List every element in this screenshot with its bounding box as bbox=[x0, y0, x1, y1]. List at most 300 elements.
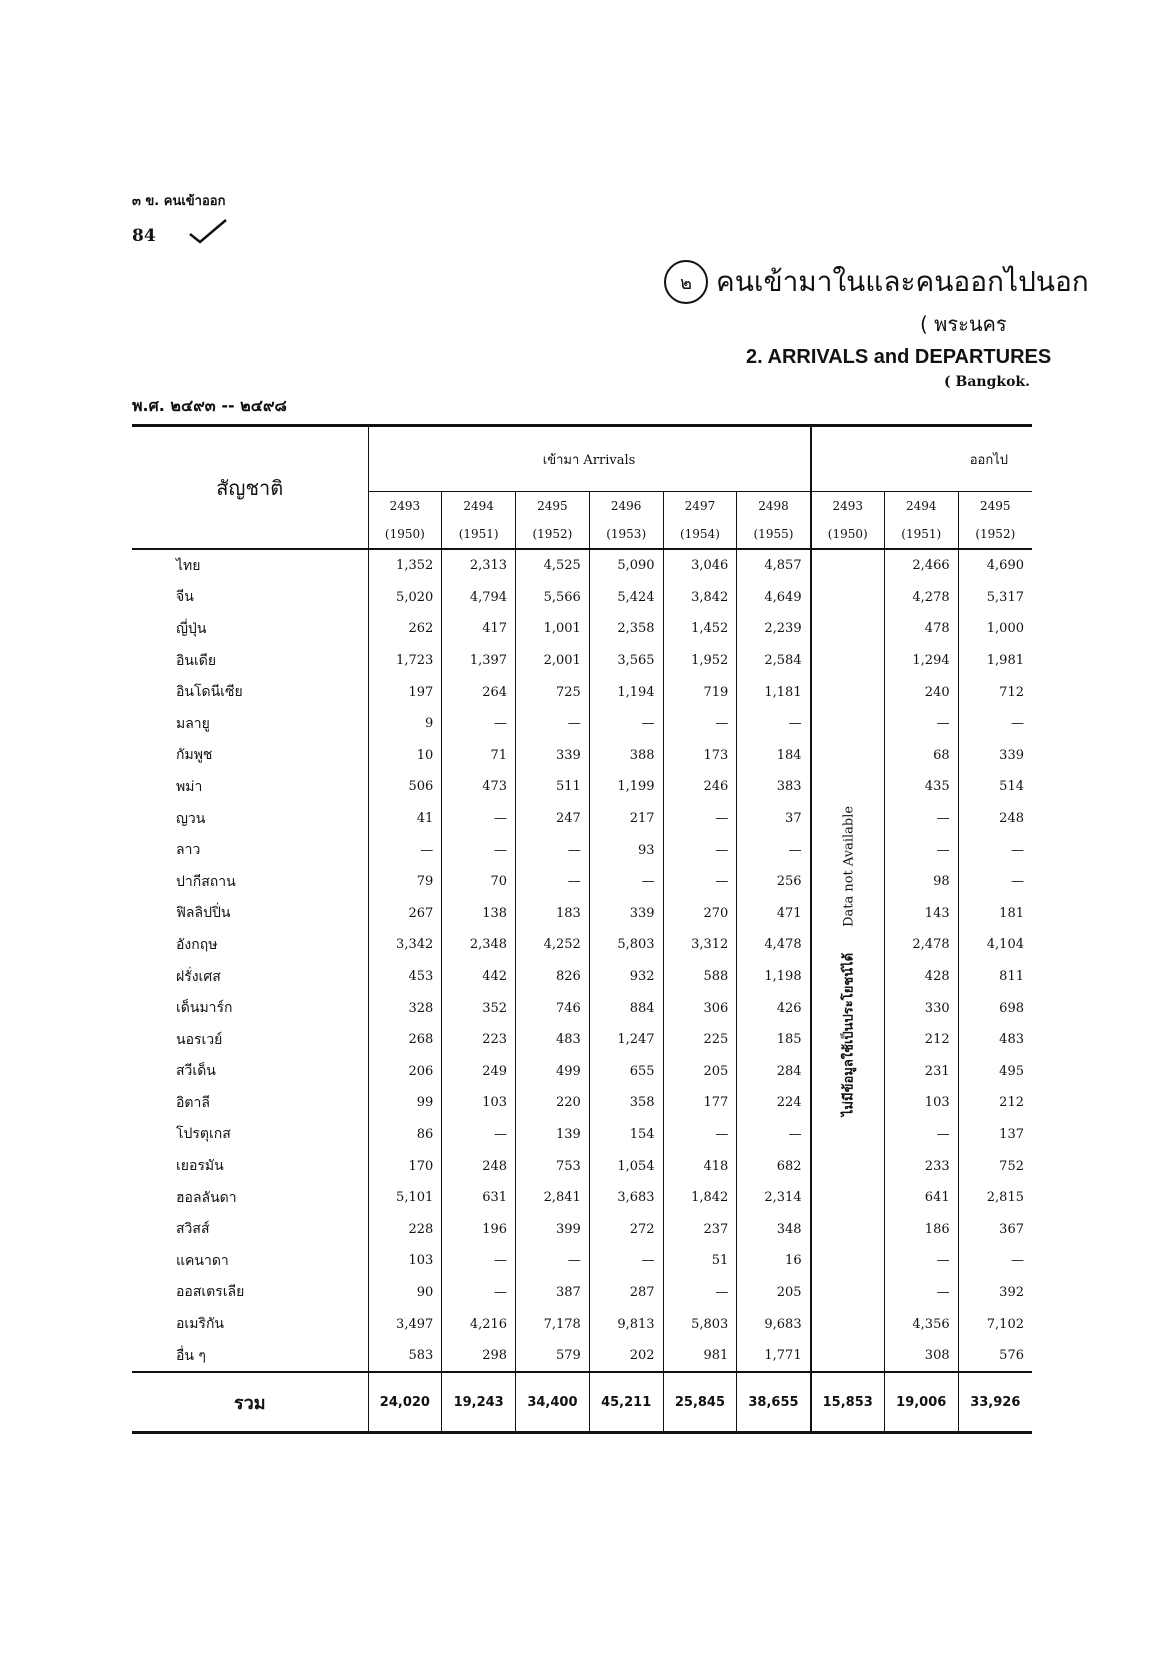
arrival-cell: 981 bbox=[663, 1340, 737, 1373]
departure-cell: 103 bbox=[884, 1087, 958, 1119]
arrival-cell: 682 bbox=[737, 1150, 811, 1182]
arrival-year-be-4: 2497 bbox=[663, 492, 737, 521]
arrival-cell: 1,198 bbox=[737, 961, 811, 993]
arrival-cell: 197 bbox=[368, 676, 442, 708]
departure-cell: — bbox=[884, 708, 958, 740]
departure-cell: 712 bbox=[958, 676, 1032, 708]
arrival-cell: 2,348 bbox=[442, 929, 516, 961]
page-title-english: 2. ARRIVALS and DEPARTURES bbox=[746, 346, 1052, 368]
arrival-cell: 579 bbox=[516, 1340, 590, 1373]
arrival-cell: 442 bbox=[442, 961, 516, 993]
table-row bbox=[132, 1213, 1032, 1245]
arrival-cell: 237 bbox=[663, 1213, 737, 1245]
arrival-cell: — bbox=[589, 708, 663, 740]
table-row bbox=[132, 929, 1032, 961]
arrival-cell: — bbox=[737, 1119, 811, 1151]
arrival-cell: 9,813 bbox=[589, 1308, 663, 1340]
departure-year-be-0: 2493 bbox=[811, 492, 885, 521]
table-row bbox=[132, 992, 1032, 1024]
arrival-cell: 4,857 bbox=[737, 549, 811, 582]
departure-cell: 2,478 bbox=[884, 929, 958, 961]
checkmark-icon bbox=[188, 218, 228, 244]
nationality-cell: โปรตุเกส bbox=[176, 1126, 231, 1143]
departure-cell: 2,466 bbox=[884, 549, 958, 582]
arrival-cell: 339 bbox=[589, 898, 663, 930]
table-row bbox=[132, 613, 1032, 645]
departure-cell: — bbox=[884, 1277, 958, 1309]
nationality-cell: ออสเตรเลีย bbox=[176, 1284, 245, 1301]
arrival-cell: 3,683 bbox=[589, 1182, 663, 1214]
arrivals-group-header: เข้ามา Arrivals bbox=[368, 426, 811, 492]
arrival-cell: 5,803 bbox=[589, 929, 663, 961]
departure-cell: 212 bbox=[958, 1087, 1032, 1119]
arrival-cell: 3,565 bbox=[589, 645, 663, 677]
arrival-cell: — bbox=[737, 708, 811, 740]
arrival-cell: 631 bbox=[442, 1182, 516, 1214]
arrival-cell: 339 bbox=[516, 740, 590, 772]
departure-cell: 514 bbox=[958, 771, 1032, 803]
nationality-cell: อังกฤษ bbox=[176, 936, 218, 953]
table-row bbox=[132, 1182, 1032, 1214]
departure-year-ce-2: (1952) bbox=[958, 520, 1032, 549]
total-arrival-cell: 19,243 bbox=[442, 1372, 516, 1433]
arrival-cell: 383 bbox=[737, 771, 811, 803]
table-row bbox=[132, 1024, 1032, 1056]
departure-cell: 98 bbox=[884, 866, 958, 898]
arrival-cell: 249 bbox=[442, 1056, 516, 1088]
nationality-cell: ฮอลลันดา bbox=[176, 1189, 237, 1206]
arrival-cell: 1,001 bbox=[516, 613, 590, 645]
arrival-cell: 37 bbox=[737, 803, 811, 835]
arrival-cell: — bbox=[442, 803, 516, 835]
departure-cell: 698 bbox=[958, 992, 1032, 1024]
section-reference: ๓ ข. คนเข้าออก bbox=[132, 194, 226, 209]
arrival-cell: 499 bbox=[516, 1056, 590, 1088]
arrival-cell: 932 bbox=[589, 961, 663, 993]
arrival-cell: 264 bbox=[442, 676, 516, 708]
total-label: รวม bbox=[132, 1372, 368, 1433]
departure-cell: 2,815 bbox=[958, 1182, 1032, 1214]
arrival-cell: 70 bbox=[442, 866, 516, 898]
arrival-cell: 358 bbox=[589, 1087, 663, 1119]
arrival-cell: 483 bbox=[516, 1024, 590, 1056]
arrival-cell: — bbox=[663, 1119, 737, 1151]
arrival-cell: 2,358 bbox=[589, 613, 663, 645]
arrival-cell: 154 bbox=[589, 1119, 663, 1151]
arrival-cell: 138 bbox=[442, 898, 516, 930]
arrival-year-be-2: 2495 bbox=[516, 492, 590, 521]
arrival-cell: 583 bbox=[368, 1340, 442, 1373]
departure-cell: 428 bbox=[884, 961, 958, 993]
departure-cell: 212 bbox=[884, 1024, 958, 1056]
table-row bbox=[132, 1119, 1032, 1151]
departure-cell: 1,981 bbox=[958, 645, 1032, 677]
nationality-cell: อินโดนีเซีย bbox=[176, 684, 243, 701]
arrival-cell: 205 bbox=[737, 1277, 811, 1309]
departure-cell: 576 bbox=[958, 1340, 1032, 1373]
departure-cell: 367 bbox=[958, 1213, 1032, 1245]
nationality-cell: ปากีสถาน bbox=[176, 873, 236, 890]
departures-group-header: ออกไป bbox=[811, 426, 1032, 492]
arrival-year-ce-1: (1951) bbox=[442, 520, 516, 549]
nationality-cell: อเมริกัน bbox=[176, 1316, 224, 1333]
table-row bbox=[132, 1087, 1032, 1119]
nationality-cell: จีน bbox=[176, 589, 194, 606]
arrival-cell: 183 bbox=[516, 898, 590, 930]
nationality-cell: เด็นมาร์ก bbox=[176, 1000, 233, 1017]
title-block bbox=[664, 260, 1089, 304]
arrival-cell: 1,199 bbox=[589, 771, 663, 803]
arrival-cell: 388 bbox=[589, 740, 663, 772]
arrival-cell: — bbox=[589, 866, 663, 898]
page-title-thai: คนเข้ามาในและคนออกไปนอก bbox=[716, 265, 1089, 298]
arrival-cell: 1,397 bbox=[442, 645, 516, 677]
arrival-cell: 79 bbox=[368, 866, 442, 898]
departure-cell: 181 bbox=[958, 898, 1032, 930]
arrival-cell: 267 bbox=[368, 898, 442, 930]
departure-year-be-1: 2494 bbox=[884, 492, 958, 521]
arrival-cell: 247 bbox=[516, 803, 590, 835]
arrival-cell: 3,342 bbox=[368, 929, 442, 961]
arrival-cell: 9,683 bbox=[737, 1308, 811, 1340]
arrival-cell: 4,649 bbox=[737, 582, 811, 614]
nationality-cell: อิตาลี bbox=[176, 1094, 210, 1111]
table-row bbox=[132, 771, 1032, 803]
arrival-cell: 248 bbox=[442, 1150, 516, 1182]
arrival-cell: 2,314 bbox=[737, 1182, 811, 1214]
arrival-cell: — bbox=[516, 834, 590, 866]
table-row bbox=[132, 961, 1032, 993]
arrival-cell: 184 bbox=[737, 740, 811, 772]
arrival-cell: 272 bbox=[589, 1213, 663, 1245]
arrival-cell: 5,020 bbox=[368, 582, 442, 614]
nationality-cell: อินเดีย bbox=[176, 652, 217, 669]
departure-year-be-2: 2495 bbox=[958, 492, 1032, 521]
arrival-cell: 16 bbox=[737, 1245, 811, 1277]
arrival-cell: — bbox=[442, 1245, 516, 1277]
departure-cell: 4,104 bbox=[958, 929, 1032, 961]
departure-cell: 68 bbox=[884, 740, 958, 772]
arrival-cell: 4,252 bbox=[516, 929, 590, 961]
departure-cell: — bbox=[958, 1245, 1032, 1277]
departure-cell: 4,356 bbox=[884, 1308, 958, 1340]
arrival-cell: 284 bbox=[737, 1056, 811, 1088]
arrival-cell: 223 bbox=[442, 1024, 516, 1056]
arrival-cell: 5,090 bbox=[589, 549, 663, 582]
arrival-cell: 471 bbox=[737, 898, 811, 930]
departure-cell: 330 bbox=[884, 992, 958, 1024]
total-arrival-cell: 38,655 bbox=[737, 1372, 811, 1433]
arrival-cell: 177 bbox=[663, 1087, 737, 1119]
arrival-cell: 3,046 bbox=[663, 549, 737, 582]
arrival-cell: — bbox=[442, 1119, 516, 1151]
table-row bbox=[132, 708, 1032, 740]
arrival-year-ce-0: (1950) bbox=[368, 520, 442, 549]
arrival-cell: 399 bbox=[516, 1213, 590, 1245]
arrival-cell: 2,841 bbox=[516, 1182, 590, 1214]
arrival-cell: 71 bbox=[442, 740, 516, 772]
departure-cell: 186 bbox=[884, 1213, 958, 1245]
arrival-cell: — bbox=[589, 1245, 663, 1277]
arrival-cell: 506 bbox=[368, 771, 442, 803]
nationality-cell: กัมพูช bbox=[176, 747, 213, 764]
departure-cell: 339 bbox=[958, 740, 1032, 772]
arrival-cell: 10 bbox=[368, 740, 442, 772]
arrival-cell: 93 bbox=[589, 834, 663, 866]
page-number: 84 bbox=[132, 226, 156, 246]
arrival-cell: — bbox=[516, 866, 590, 898]
table-row bbox=[132, 1245, 1032, 1277]
arrival-cell: 224 bbox=[737, 1087, 811, 1119]
departure-cell: — bbox=[884, 803, 958, 835]
arrival-cell: 588 bbox=[663, 961, 737, 993]
arrival-cell: — bbox=[516, 1245, 590, 1277]
arrival-cell: 217 bbox=[589, 803, 663, 835]
arrival-year-ce-3: (1953) bbox=[589, 520, 663, 549]
arrival-cell: 3,312 bbox=[663, 929, 737, 961]
table-row bbox=[132, 803, 1032, 835]
departure-cell: 483 bbox=[958, 1024, 1032, 1056]
arrival-cell: 473 bbox=[442, 771, 516, 803]
arrival-cell: 655 bbox=[589, 1056, 663, 1088]
arrival-cell: 51 bbox=[663, 1245, 737, 1277]
departure-cell: 5,317 bbox=[958, 582, 1032, 614]
arrivals-departures-table bbox=[132, 424, 1032, 1434]
arrival-cell: 3,497 bbox=[368, 1308, 442, 1340]
departure-cell: 4,278 bbox=[884, 582, 958, 614]
nationality-cell: สวิสส์ bbox=[176, 1221, 210, 1238]
arrival-cell: 206 bbox=[368, 1056, 442, 1088]
table-row bbox=[132, 1308, 1032, 1340]
arrival-cell: 352 bbox=[442, 992, 516, 1024]
departure-cell: 478 bbox=[884, 613, 958, 645]
departure-cell: 392 bbox=[958, 1277, 1032, 1309]
arrival-cell: 1,771 bbox=[737, 1340, 811, 1373]
arrival-cell: 719 bbox=[663, 676, 737, 708]
arrival-cell: 746 bbox=[516, 992, 590, 1024]
total-arrival-cell: 45,211 bbox=[589, 1372, 663, 1433]
arrival-cell: 348 bbox=[737, 1213, 811, 1245]
arrival-cell: — bbox=[663, 708, 737, 740]
arrival-cell: 2,584 bbox=[737, 645, 811, 677]
arrival-cell: 417 bbox=[442, 613, 516, 645]
table-row bbox=[132, 1056, 1032, 1088]
na-note-english: Data not Available bbox=[841, 805, 857, 927]
table-row bbox=[132, 834, 1032, 866]
departure-cell: 240 bbox=[884, 676, 958, 708]
total-arrival-cell: 24,020 bbox=[368, 1372, 442, 1433]
arrival-cell: 173 bbox=[663, 740, 737, 772]
arrival-cell: 2,313 bbox=[442, 549, 516, 582]
arrival-cell: 306 bbox=[663, 992, 737, 1024]
arrival-cell: — bbox=[368, 834, 442, 866]
arrival-cell: 2,239 bbox=[737, 613, 811, 645]
arrival-cell: 1,952 bbox=[663, 645, 737, 677]
subtitle-thai: ( พระนคร bbox=[920, 312, 1007, 336]
departure-cell: 435 bbox=[884, 771, 958, 803]
arrival-cell: 90 bbox=[368, 1277, 442, 1309]
nationality-cell: ลาว bbox=[176, 842, 201, 859]
arrival-cell: 4,216 bbox=[442, 1308, 516, 1340]
arrival-cell: 228 bbox=[368, 1213, 442, 1245]
arrival-cell: — bbox=[663, 803, 737, 835]
na-note-thai: ไม่มีข้อมูลใช้เป็นประโยชน์ได้ bbox=[841, 952, 857, 1116]
nationality-header: สัญชาติ bbox=[216, 475, 284, 500]
arrival-cell: 4,478 bbox=[737, 929, 811, 961]
table-row bbox=[132, 549, 1032, 582]
arrival-cell: 298 bbox=[442, 1340, 516, 1373]
table-row bbox=[132, 1340, 1032, 1373]
arrival-cell: 4,794 bbox=[442, 582, 516, 614]
departure-cell: 495 bbox=[958, 1056, 1032, 1088]
total-departure-cell: 19,006 bbox=[884, 1372, 958, 1433]
departure-cell: 1,000 bbox=[958, 613, 1032, 645]
table-row bbox=[132, 1150, 1032, 1182]
arrival-cell: 99 bbox=[368, 1087, 442, 1119]
departure-cell: 137 bbox=[958, 1119, 1032, 1151]
arrival-year-ce-4: (1954) bbox=[663, 520, 737, 549]
nationality-cell: อื่น ๆ bbox=[176, 1347, 206, 1364]
table-row bbox=[132, 740, 1032, 772]
data-not-available-cell bbox=[811, 549, 885, 1372]
departure-cell: — bbox=[958, 866, 1032, 898]
departure-cell: — bbox=[958, 708, 1032, 740]
arrival-cell: 139 bbox=[516, 1119, 590, 1151]
arrival-cell: 1,352 bbox=[368, 549, 442, 582]
arrival-cell: 1,247 bbox=[589, 1024, 663, 1056]
arrival-cell: 2,001 bbox=[516, 645, 590, 677]
arrival-cell: — bbox=[442, 834, 516, 866]
nationality-cell: เยอรมัน bbox=[176, 1158, 224, 1175]
arrival-cell: 418 bbox=[663, 1150, 737, 1182]
total-arrival-cell: 34,400 bbox=[516, 1372, 590, 1433]
total-departure-cell: 15,853 bbox=[811, 1372, 885, 1433]
nationality-cell: พม่า bbox=[176, 778, 203, 795]
arrival-cell: 1,452 bbox=[663, 613, 737, 645]
arrival-cell: 196 bbox=[442, 1213, 516, 1245]
data-not-available-note bbox=[837, 806, 858, 1116]
arrival-cell: 5,101 bbox=[368, 1182, 442, 1214]
period-label: พ.ศ. ๒๔๙๓ -- ๒๔๙๘ bbox=[132, 396, 287, 415]
arrival-year-be-1: 2494 bbox=[442, 492, 516, 521]
departure-cell: 752 bbox=[958, 1150, 1032, 1182]
arrival-cell: 103 bbox=[442, 1087, 516, 1119]
table-row bbox=[132, 898, 1032, 930]
arrival-year-be-0: 2493 bbox=[368, 492, 442, 521]
departure-cell: 143 bbox=[884, 898, 958, 930]
title-number-badge: ๒ bbox=[664, 260, 708, 304]
arrival-cell: 41 bbox=[368, 803, 442, 835]
arrival-cell: 426 bbox=[737, 992, 811, 1024]
arrival-cell: 287 bbox=[589, 1277, 663, 1309]
departure-cell: 248 bbox=[958, 803, 1032, 835]
table-row bbox=[132, 645, 1032, 677]
arrival-cell: 185 bbox=[737, 1024, 811, 1056]
arrival-cell: 1,181 bbox=[737, 676, 811, 708]
table-row bbox=[132, 676, 1032, 708]
total-arrival-cell: 25,845 bbox=[663, 1372, 737, 1433]
arrival-cell: 256 bbox=[737, 866, 811, 898]
arrival-cell: 5,424 bbox=[589, 582, 663, 614]
table-body bbox=[132, 549, 1032, 1372]
departure-cell: 7,102 bbox=[958, 1308, 1032, 1340]
arrival-cell: 387 bbox=[516, 1277, 590, 1309]
arrival-year-be-3: 2496 bbox=[589, 492, 663, 521]
arrival-cell: 1,842 bbox=[663, 1182, 737, 1214]
arrival-year-ce-2: (1952) bbox=[516, 520, 590, 549]
nationality-cell: มลายู bbox=[176, 715, 210, 732]
departure-year-ce-0: (1950) bbox=[811, 520, 885, 549]
nationality-cell: แคนาดา bbox=[176, 1252, 229, 1269]
nationality-cell: ญี่ปุ่น bbox=[176, 620, 207, 637]
arrival-cell: 753 bbox=[516, 1150, 590, 1182]
arrival-cell: 1,194 bbox=[589, 676, 663, 708]
nationality-cell: ไทย bbox=[132, 549, 368, 582]
arrival-cell: — bbox=[663, 866, 737, 898]
arrival-cell: — bbox=[737, 834, 811, 866]
arrival-cell: 4,525 bbox=[516, 549, 590, 582]
arrival-cell: 1,723 bbox=[368, 645, 442, 677]
arrival-cell: — bbox=[663, 834, 737, 866]
arrival-cell: 246 bbox=[663, 771, 737, 803]
arrival-cell: 7,178 bbox=[516, 1308, 590, 1340]
arrival-cell: 511 bbox=[516, 771, 590, 803]
arrival-cell: 5,803 bbox=[663, 1308, 737, 1340]
arrival-cell: 725 bbox=[516, 676, 590, 708]
departure-cell: — bbox=[958, 834, 1032, 866]
nationality-cell: สวีเด็น bbox=[176, 1063, 216, 1080]
arrival-cell: 86 bbox=[368, 1119, 442, 1151]
arrival-cell: 826 bbox=[516, 961, 590, 993]
departure-cell: 308 bbox=[884, 1340, 958, 1373]
table-row bbox=[132, 1277, 1032, 1309]
arrival-cell: 3,842 bbox=[663, 582, 737, 614]
departure-cell: 1,294 bbox=[884, 645, 958, 677]
arrival-year-ce-5: (1955) bbox=[737, 520, 811, 549]
arrival-cell: — bbox=[442, 1277, 516, 1309]
arrival-cell: 202 bbox=[589, 1340, 663, 1373]
arrival-cell: 5,566 bbox=[516, 582, 590, 614]
arrival-cell: — bbox=[442, 708, 516, 740]
departure-cell: 233 bbox=[884, 1150, 958, 1182]
subtitle-english: ( Bangkok. bbox=[944, 374, 1030, 390]
arrival-cell: 205 bbox=[663, 1056, 737, 1088]
departure-cell: 641 bbox=[884, 1182, 958, 1214]
arrival-cell: 270 bbox=[663, 898, 737, 930]
nationality-cell: ฝรั่งเศส bbox=[176, 968, 221, 985]
arrival-cell: — bbox=[516, 708, 590, 740]
nationality-cell: ญวน bbox=[176, 810, 206, 827]
departure-cell: 4,690 bbox=[958, 549, 1032, 582]
arrival-cell: 170 bbox=[368, 1150, 442, 1182]
table-row bbox=[132, 582, 1032, 614]
departure-year-ce-1: (1951) bbox=[884, 520, 958, 549]
arrival-cell: 9 bbox=[368, 708, 442, 740]
departure-cell: 231 bbox=[884, 1056, 958, 1088]
nationality-cell: ฟิลลิปปิ่น bbox=[176, 905, 231, 922]
total-departure-cell: 33,926 bbox=[958, 1372, 1032, 1433]
arrival-cell: — bbox=[663, 1277, 737, 1309]
departure-cell: 811 bbox=[958, 961, 1032, 993]
departure-cell: — bbox=[884, 834, 958, 866]
table-row bbox=[132, 866, 1032, 898]
arrival-cell: 262 bbox=[368, 613, 442, 645]
arrival-cell: 220 bbox=[516, 1087, 590, 1119]
nationality-cell: นอรเวย์ bbox=[176, 1031, 223, 1048]
arrival-cell: 1,054 bbox=[589, 1150, 663, 1182]
arrival-cell: 268 bbox=[368, 1024, 442, 1056]
departure-cell: — bbox=[884, 1245, 958, 1277]
